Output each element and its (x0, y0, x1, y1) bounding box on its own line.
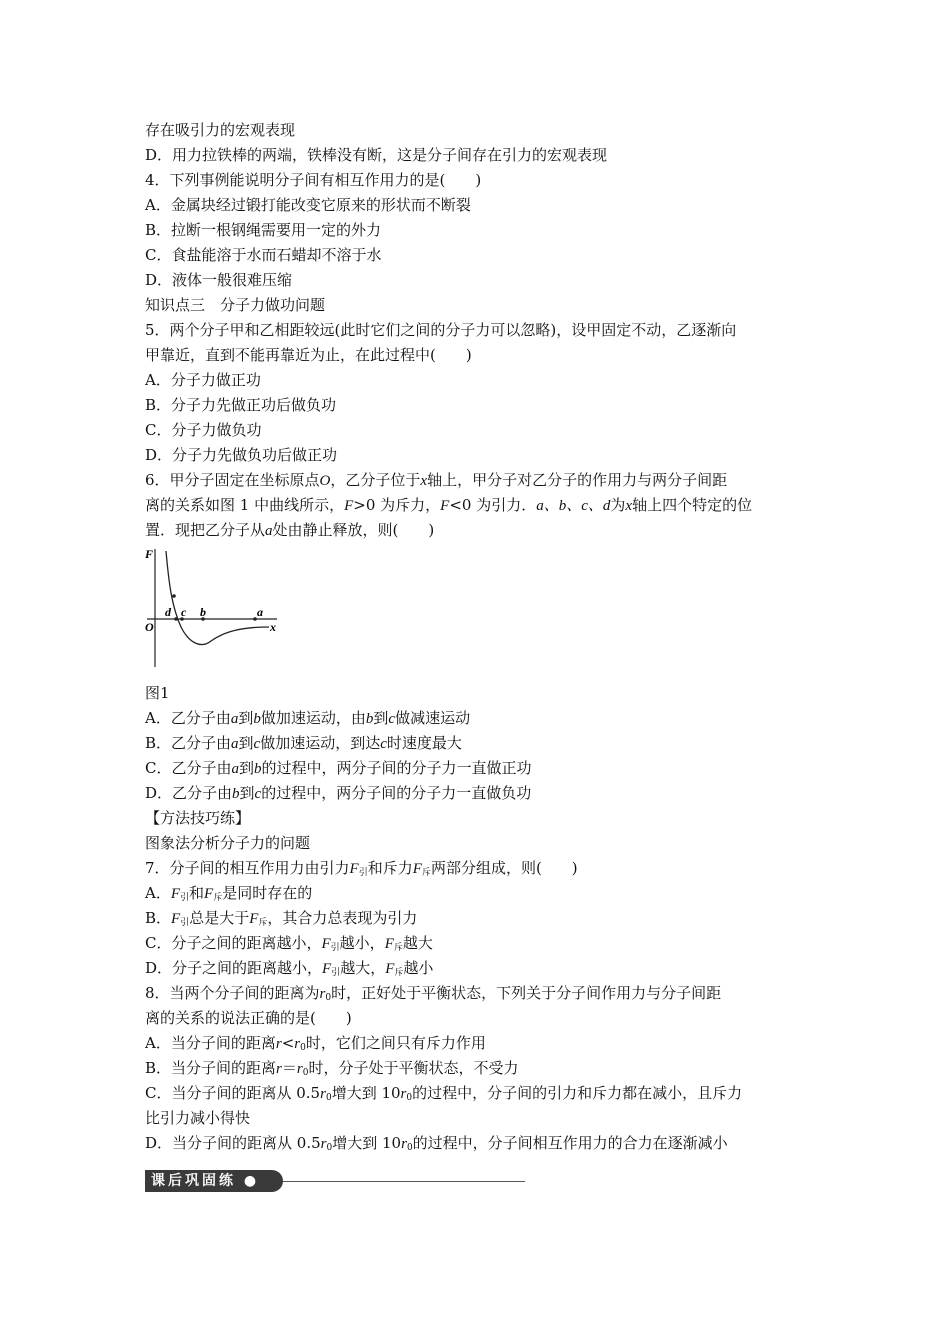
question-4-option-d: D．液体一般很难压缩 (145, 271, 293, 289)
text-line: 存在吸引力的宏观表现 (145, 121, 296, 139)
figure-caption: 图1 (145, 684, 170, 702)
question-8-option-c: C．当分子间的距离从 $0.5r_0$增大到 $10r_0$的过程中，分子间的引力和斥力都在减小，且斥力 (145, 1084, 743, 1103)
question-8-option-a: A．当分子间的距离$r<r_0$时，它们之间只有斥力作用 (145, 1034, 486, 1053)
knowledge-point-heading: 知识点三 分子力做功问题 (145, 296, 326, 314)
question-4: 4．下列事例能说明分子间有相互作用力的是( ) (145, 171, 482, 189)
method-subheading: 图象法分析分子力的问题 (145, 834, 311, 852)
question-5-option-d: D．分子力先做负功后做正功 (145, 446, 338, 464)
question-7-option-d: D．分子之间的距离越小，$F_引$越大，$F_斥$越小 (145, 959, 434, 978)
force-distance-figure (145, 543, 825, 681)
axis-label-origin: O (145, 620, 154, 634)
label-a: a (257, 605, 263, 619)
section-footer (145, 1170, 525, 1194)
document-body (145, 118, 825, 1156)
question-5-option-a: A．分子力做正功 (145, 371, 261, 389)
question-6-line-3: 置．现把乙分子从a处由静止释放，则( ) (145, 521, 435, 539)
question-6-line-1: 6．甲分子固定在坐标原点O，乙分子位于x轴上，甲分子对乙分子的作用力与两分子间距 (145, 471, 728, 489)
question-5-line-2: 甲靠近，直到不能再靠近为止，在此过程中( ) (145, 346, 472, 364)
section-tag: 课后巩固练 ● (145, 1170, 283, 1192)
label-c: c (181, 605, 187, 619)
question-5-line-1: 5．两个分子甲和乙相距较远(此时它们之间的分子力可以忽略)，设甲固定不动，乙逐渐向 (145, 321, 737, 339)
method-heading: 【方法技巧练】 (145, 809, 251, 827)
point-d (174, 617, 178, 621)
question-8-option-c-cont: 比引力减小得快 (145, 1109, 251, 1127)
question-7: 7．分子间的相互作用力由引力$F_引$和斥力$F_斥$两部分组成，则( ) (145, 859, 578, 878)
force-curve-graph (145, 545, 295, 677)
question-6-option-b: B．乙分子由a到c做加速运动，到达c时速度最大 (145, 734, 462, 752)
bullet-icon: ● (243, 1173, 260, 1189)
question-8-option-d: D．当分子间的距离从 $0.5r_0$增大到 $10r_0$的过程中，分子间相互作用力的合力在逐渐减小 (145, 1134, 728, 1153)
question-4-option-a: A．金属块经过锻打能改变它原来的形状而不断裂 (145, 196, 471, 214)
force-curve (166, 551, 269, 645)
question-8-line-2: 离的关系的说法正确的是( ) (145, 1009, 352, 1027)
question-4-option-b: B．拉断一根钢绳需要用一定的外力 (145, 221, 382, 239)
question-7-option-b: B．$F_引$总是大于$F_斥$，其合力总表现为引力 (145, 909, 418, 928)
axis-label-f: F (145, 547, 154, 561)
curve-point (172, 594, 176, 598)
question-8-option-b: B．当分子间的距离$r=r_0$时，分子处于平衡状态，不受力 (145, 1059, 519, 1078)
question-5-option-b: B．分子力先做正功后做负功 (145, 396, 337, 414)
question-6-option-d: D．乙分子由b到c的过程中，两分子间的分子力一直做负功 (145, 784, 532, 802)
divider (283, 1181, 525, 1182)
question-6-option-a: A．乙分子由a到b做加速运动，由b到c做减速运动 (145, 709, 471, 727)
question-7-option-a: A．$F_引$和$F_斥$是同时存在的 (145, 884, 313, 903)
question-6-option-c: C．乙分子由a到b的过程中，两分子间的分子力一直做正功 (145, 759, 532, 777)
question-5-option-c: C．分子力做负功 (145, 421, 262, 439)
axis-label-x: x (270, 620, 276, 634)
question-4-option-c: C．食盐能溶于水而石蜡却不溶于水 (145, 246, 382, 264)
option-d: D．用力拉铁棒的两端，铁棒没有断，这是分子间存在引力的宏观表现 (145, 146, 608, 164)
label-b: b (200, 605, 206, 619)
question-8-line-1: 8．当两个分子间的距离为$r_0$时，正好处于平衡状态，下列关于分子间作用力与分子间距 (145, 984, 722, 1003)
question-6-line-2: 离的关系如图 1 中曲线所示，F>0 为斥力，F<0 为引力．a、b、c、d为x轴上四个特定的位 (145, 496, 753, 514)
label-d: d (165, 605, 171, 619)
question-7-option-c: C．分子之间的距离越小，$F_引$越小，$F_斥$越大 (145, 934, 433, 953)
